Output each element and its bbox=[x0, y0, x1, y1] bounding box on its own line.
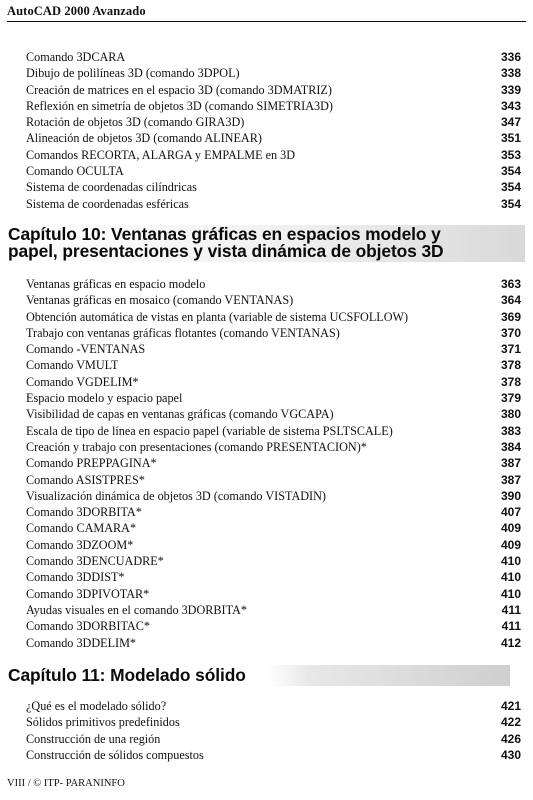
toc-entry bbox=[26, 423, 521, 439]
toc-entry-title: Visualización dinámica de objetos 3D (comando VISTADIN) bbox=[26, 488, 326, 503]
chapter-11-heading bbox=[6, 665, 510, 686]
toc-entry bbox=[26, 406, 521, 422]
toc-entry bbox=[26, 276, 521, 292]
chapter-10-heading bbox=[6, 225, 525, 262]
toc-entry bbox=[26, 65, 521, 81]
chapter-10-title-line-1: Capítulo 10: Ventanas gráficas en espacios modelo y bbox=[8, 224, 441, 244]
toc-entry bbox=[26, 714, 521, 730]
toc-entry bbox=[26, 553, 521, 569]
toc-entry-page: 354 bbox=[500, 180, 521, 195]
toc-entry-page: 338 bbox=[500, 66, 521, 81]
toc-entry-page: 339 bbox=[500, 82, 521, 97]
toc-entry-title: Comandos RECORTA, ALARGA y EMPALME en 3D bbox=[26, 147, 296, 162]
toc-entry bbox=[26, 147, 521, 163]
chapter-11-title: Capítulo 11: Modelado sólido bbox=[8, 665, 246, 685]
toc-entry-title: Comando CAMARA* bbox=[26, 521, 137, 536]
toc-section-continued bbox=[26, 49, 521, 212]
toc-entry-title: Sistema de coordenadas cilíndricas bbox=[26, 180, 197, 195]
toc-entry-page: 383 bbox=[500, 423, 521, 438]
toc-entry-page: 370 bbox=[500, 325, 521, 340]
toc-entry-title: ¿Qué es el modelado sólido? bbox=[26, 699, 167, 713]
toc-entry-title: Espacio modelo y espacio papel bbox=[26, 391, 183, 406]
toc-entry bbox=[26, 179, 521, 195]
toc-entry-page: 426 bbox=[500, 731, 521, 746]
toc-entry-title: Comando 3DCARA bbox=[26, 50, 126, 64]
running-header: AutoCAD 2000 Avanzado bbox=[7, 4, 146, 18]
page-footer: VIII / © ITP- PARANINFO bbox=[7, 778, 125, 789]
toc-entry-page: 353 bbox=[500, 147, 521, 162]
toc-entry bbox=[26, 292, 521, 308]
toc-entry-title: Creación y trabajo con presentaciones (comando PRESENTACION)* bbox=[26, 439, 367, 454]
toc-entry-title: Comando 3DZOOM* bbox=[26, 537, 134, 552]
toc-entry bbox=[26, 98, 521, 114]
toc-entry-title: Reflexión en simetría de objetos 3D (comando SIMETRIA3D) bbox=[26, 98, 333, 113]
toc-entry-page: 411 bbox=[501, 619, 521, 634]
toc-entry-page: 380 bbox=[500, 407, 521, 422]
toc-entry-page: 336 bbox=[500, 50, 521, 64]
toc-entry-page: 410 bbox=[500, 570, 521, 585]
toc-entry bbox=[26, 488, 521, 504]
toc-entry-title: Dibujo de polilíneas 3D (comando 3DPOL) bbox=[26, 66, 240, 81]
toc-entry-title: Rotación de objetos 3D (comando GIRA3D) bbox=[26, 115, 245, 130]
toc-entry-title: Ventanas gráficas en espacio modelo bbox=[26, 277, 206, 291]
toc-entry bbox=[26, 357, 521, 373]
toc-entry bbox=[26, 341, 521, 357]
toc-entry-page: 347 bbox=[500, 115, 521, 130]
toc-entry-title: Sistema de coordenadas esféricas bbox=[26, 196, 189, 211]
toc-entry-page: 410 bbox=[500, 554, 521, 569]
toc-entry-title: Comando 3DENCUADRE* bbox=[26, 554, 164, 569]
toc-entry-title: Comando OCULTA bbox=[26, 164, 124, 179]
toc-entry bbox=[26, 731, 521, 747]
toc-entry bbox=[26, 325, 521, 341]
toc-entry-page: 407 bbox=[500, 505, 521, 520]
toc-entry-page: 390 bbox=[500, 488, 521, 503]
toc-entry-title: Trabajo con ventanas gráficas flotantes (comando VENTANAS) bbox=[26, 325, 340, 340]
toc-entry bbox=[26, 439, 521, 455]
toc-entry-title: Alineación de objetos 3D (comando ALINEAR) bbox=[26, 131, 262, 146]
toc-entry bbox=[26, 602, 521, 618]
toc-entry-page: 387 bbox=[500, 472, 521, 487]
toc-entry bbox=[26, 618, 521, 634]
toc-entry-page: 354 bbox=[500, 164, 521, 179]
toc-entry bbox=[26, 586, 521, 602]
toc-entry bbox=[26, 747, 521, 763]
toc-entry-title: Comando ASISTPRES* bbox=[26, 472, 145, 487]
toc-entry-page: 363 bbox=[500, 277, 521, 291]
toc-entry bbox=[26, 309, 521, 325]
chapter-10-title-line-2: papel, presentaciones y vista dinámica de objetos 3D bbox=[8, 241, 444, 261]
toc-entry-page: 351 bbox=[500, 131, 521, 146]
toc-entry bbox=[26, 472, 521, 488]
toc-entry bbox=[26, 196, 521, 212]
toc-entry-title: Comando PREPPAGINA* bbox=[26, 456, 157, 471]
toc-entry-page: 411 bbox=[501, 602, 521, 617]
toc-entry-title: Creación de matrices en el espacio 3D (comando 3DMATRIZ) bbox=[26, 82, 332, 97]
chapter-11-entries bbox=[26, 698, 521, 763]
toc-entry-title: Comando 3DORBITA* bbox=[26, 505, 142, 520]
toc-entry bbox=[26, 163, 521, 179]
toc-entry-title: Comando VGDELIM* bbox=[26, 374, 139, 389]
toc-entry-page: 369 bbox=[500, 309, 521, 324]
toc-entry-page: 409 bbox=[500, 521, 521, 536]
toc-entry bbox=[26, 455, 521, 471]
toc-entry bbox=[26, 82, 521, 98]
toc-entry bbox=[26, 635, 521, 651]
toc-entry-page: 412 bbox=[500, 635, 521, 650]
toc-entry-page: 409 bbox=[500, 537, 521, 552]
toc-entry-title: Comando 3DORBITAC* bbox=[26, 619, 150, 634]
toc-entry-page: 343 bbox=[500, 98, 521, 113]
toc-entry-page: 422 bbox=[500, 715, 521, 730]
toc-entry-page: 410 bbox=[500, 586, 521, 601]
toc-entry-title: Escala de tipo de línea en espacio papel (variable de sistema PSLTSCALE) bbox=[26, 423, 393, 438]
toc-entry-page: 364 bbox=[500, 293, 521, 308]
toc-entry bbox=[26, 520, 521, 536]
toc-entry-title: Comando 3DPIVOTAR* bbox=[26, 586, 150, 601]
toc-entry-title: Construcción de sólidos compuestos bbox=[26, 747, 204, 762]
toc-entry-title: Ventanas gráficas en mosaico (comando VENTANAS) bbox=[26, 293, 294, 308]
toc-entry-title: Construcción de una región bbox=[26, 731, 161, 746]
toc-entry bbox=[26, 504, 521, 520]
toc-entry-title: Visibilidad de capas en ventanas gráficas (comando VGCAPA) bbox=[26, 407, 334, 422]
toc-entry-page: 379 bbox=[500, 391, 521, 406]
toc-entry bbox=[26, 569, 521, 585]
toc-entry-page: 378 bbox=[500, 374, 521, 389]
toc-entry bbox=[26, 49, 521, 65]
toc-entry bbox=[26, 374, 521, 390]
toc-entry-title: Obtención automática de vistas en planta (variable de sistema UCSFOLLOW) bbox=[26, 309, 409, 324]
toc-entry-title: Comando VMULT bbox=[26, 358, 119, 373]
toc-entry bbox=[26, 390, 521, 406]
toc-entry-page: 354 bbox=[500, 196, 521, 211]
toc-entry bbox=[26, 130, 521, 146]
toc-entry-title: Ayudas visuales en el comando 3DORBITA* bbox=[26, 602, 247, 617]
chapter-10-entries bbox=[26, 276, 521, 651]
toc-entry-page: 430 bbox=[500, 747, 521, 762]
toc-entry-title: Sólidos primitivos predefinidos bbox=[26, 715, 180, 730]
toc-entry-page: 378 bbox=[500, 358, 521, 373]
toc-entry-title: Comando 3DDELIM* bbox=[26, 635, 137, 650]
toc-entry-title: Comando 3DDIST* bbox=[26, 570, 125, 585]
toc-entry bbox=[26, 114, 521, 130]
header-rule bbox=[7, 21, 526, 22]
toc-entry-page: 384 bbox=[500, 439, 521, 454]
toc-entry-page: 387 bbox=[500, 456, 521, 471]
toc-entry-title: Comando -VENTANAS bbox=[26, 342, 146, 357]
toc-entry-page: 371 bbox=[500, 342, 521, 357]
toc-entry bbox=[26, 698, 521, 714]
toc-entry bbox=[26, 537, 521, 553]
toc-entry-page: 421 bbox=[500, 699, 521, 713]
